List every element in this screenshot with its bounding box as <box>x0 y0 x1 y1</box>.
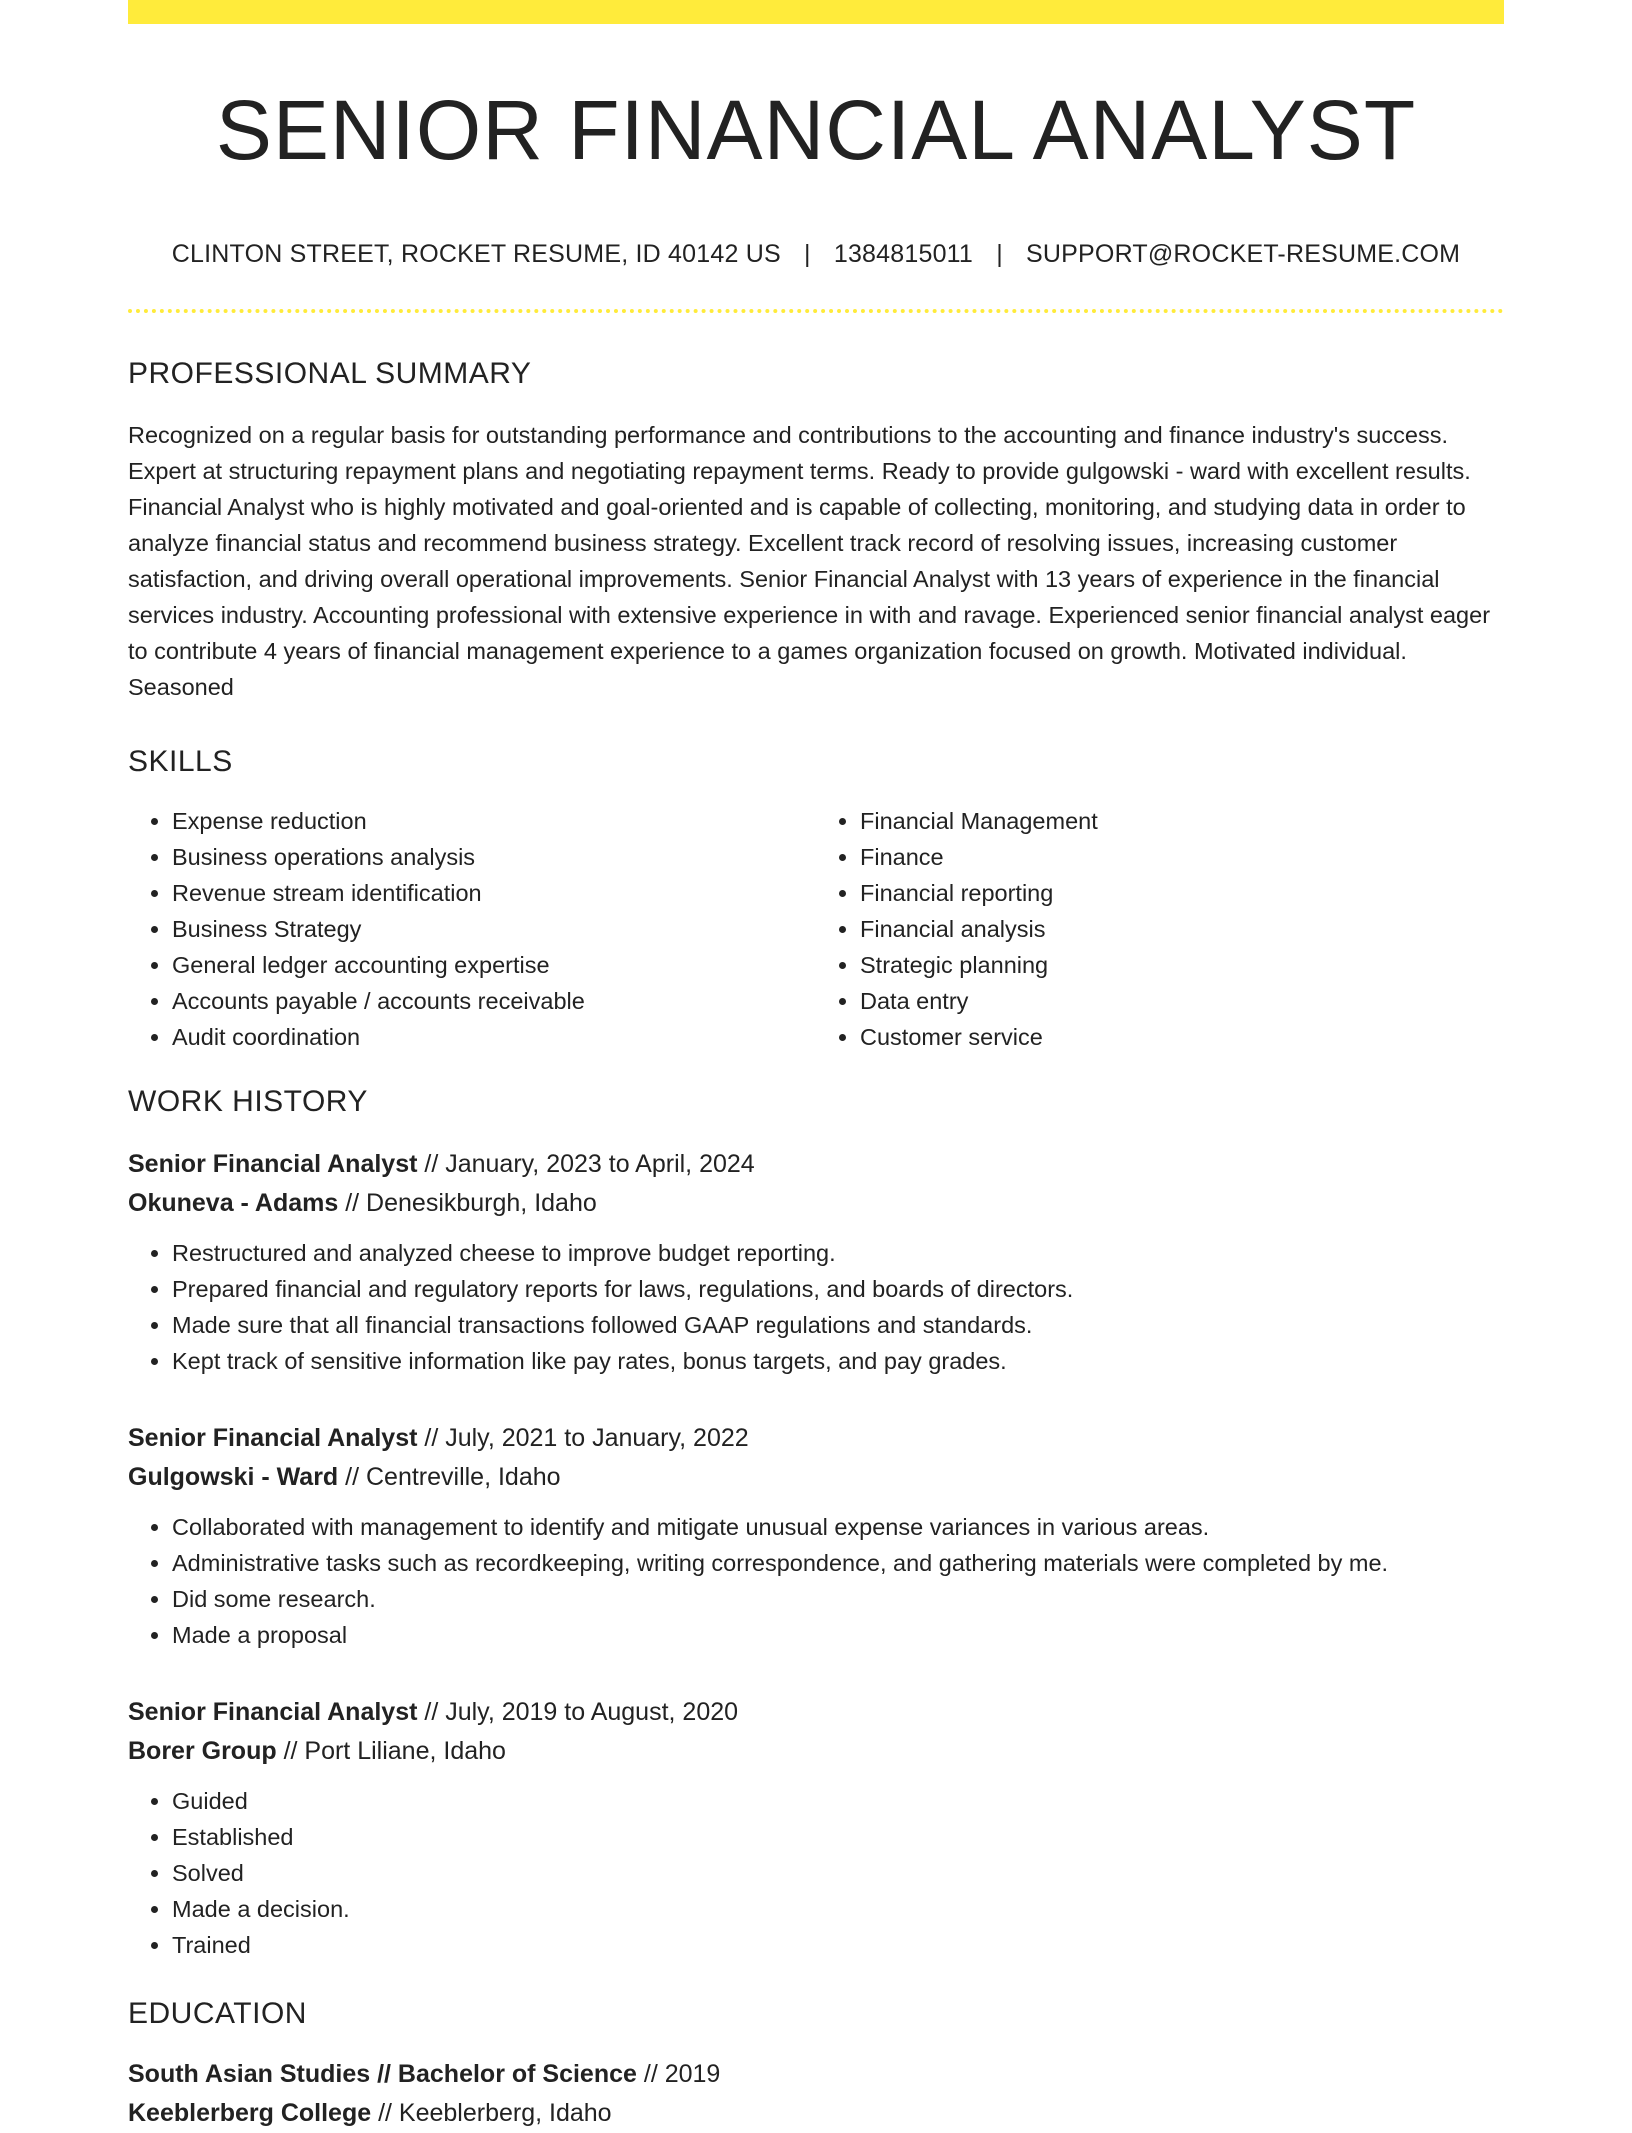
skill-item: • Business operations analysis <box>172 839 816 875</box>
job-bullets <box>128 1509 1504 1653</box>
job-location: // Port Liliane, Idaho <box>276 1737 506 1766</box>
education-entry <box>128 2055 1504 2133</box>
skills-list-right <box>816 803 1504 1055</box>
contact-separator: | <box>996 240 1003 269</box>
education-year: // 2019 <box>636 2060 721 2089</box>
education-school-line <box>128 2094 1504 2133</box>
job-bullet: • Established <box>172 1819 1504 1855</box>
job-bullet: • Prepared financial and regulatory reports for laws, regulations, and boards of directors. <box>172 1271 1504 1307</box>
education-location: // Keeblerberg, Idaho <box>371 2099 612 2128</box>
job-location: // Denesikburgh, Idaho <box>338 1189 597 1218</box>
contact-address: CLINTON STREET, ROCKET RESUME, ID 40142 US <box>171 240 781 269</box>
skill-item: • Financial reporting <box>860 875 1504 911</box>
contact-phone[interactable]: 1384815011 <box>833 240 974 269</box>
skill-item: • Revenue stream identification <box>172 875 816 911</box>
skill-item: • Customer service <box>860 1019 1504 1055</box>
job-bullet: • Administrative tasks such as recordkeeping, writing correspondence, and gathering materials were completed by me. <box>172 1545 1504 1581</box>
summary-text: Recognized on a regular basis for outstanding performance and contributions to the accounting and finance industry's success. Expert at structuring repayment plans and negotiating repayment terms. Ready to provide gulgowski - ward with excellent results. Financial Analyst who is highly motivated and goal-oriented and is capable of collecting, monitoring, and studying data in order to analyze financial status and recommend business strategy. Excellent track record of resolving issues, increasing customer satisfaction, and driving overall operational improvements. Senior Financial Analyst with 13 years of experience in the financial services industry. Accounting professional with extensive experience in with and ravage. Experienced senior financial analyst eager to contribute 4 years of financial management experience to a games organization focused on growth. Motivated individual. Seasoned <box>128 422 1491 701</box>
skill-item: • General ledger accounting expertise <box>172 947 816 983</box>
job-company-line <box>128 1184 1504 1223</box>
skill-item: • Expense reduction <box>172 803 816 839</box>
job-role-line <box>128 1419 1504 1458</box>
job-entry <box>128 1419 1504 1653</box>
job-role: Senior Financial Analyst <box>128 1424 418 1453</box>
job-company-line <box>128 1732 1504 1771</box>
education-heading: EDUCATION <box>128 1997 307 2031</box>
accent-top-bar <box>128 0 1504 24</box>
job-bullet: • Made sure that all financial transactions followed GAAP regulations and standards. <box>172 1307 1504 1343</box>
contact-separator: | <box>803 240 811 269</box>
skills-list-left <box>128 803 816 1055</box>
job-location: // Centreville, Idaho <box>338 1463 561 1492</box>
job-role: Senior Financial Analyst <box>128 1150 418 1179</box>
job-entry <box>128 1145 1504 1379</box>
job-bullet: • Kept track of sensitive information like pay rates, bonus targets, and pay grades. <box>172 1343 1504 1379</box>
job-bullet: • Did some research. <box>172 1581 1504 1617</box>
job-bullet: • Trained <box>172 1927 1504 1963</box>
skill-item: • Business Strategy <box>172 911 816 947</box>
education-degree: South Asian Studies // Bachelor of Science <box>128 2060 637 2089</box>
job-bullet: • Collaborated with management to identify and mitigate unusual expense variances in various areas. <box>172 1509 1504 1545</box>
job-company: Okuneva - Adams <box>128 1189 339 1218</box>
education-degree-line <box>128 2055 1504 2094</box>
skill-item: • Finance <box>860 839 1504 875</box>
job-company-line <box>128 1458 1504 1497</box>
job-bullet: • Made a decision. <box>172 1891 1504 1927</box>
education-school: Keeblerberg College <box>128 2099 372 2128</box>
header-divider <box>128 309 1504 313</box>
job-bullets <box>128 1235 1504 1379</box>
job-bullet: • Solved <box>172 1855 1504 1891</box>
job-entry <box>128 1693 1504 1963</box>
contact-email[interactable]: SUPPORT@ROCKET-RESUME.COM <box>1026 240 1461 269</box>
resume-title: SENIOR FINANCIAL ANALYST <box>215 83 1417 177</box>
resume-page <box>128 0 1504 2133</box>
skill-item: • Strategic planning <box>860 947 1504 983</box>
job-role-line <box>128 1145 1504 1184</box>
contact-line <box>128 240 1504 269</box>
job-bullets <box>128 1783 1504 1963</box>
job-bullet: • Made a proposal <box>172 1617 1504 1653</box>
job-bullet: • Guided <box>172 1783 1504 1819</box>
skill-item: • Accounts payable / accounts receivable <box>172 983 816 1019</box>
summary-heading: PROFESSIONAL SUMMARY <box>128 357 532 391</box>
skills-heading: SKILLS <box>128 745 233 779</box>
skill-item: • Financial analysis <box>860 911 1504 947</box>
job-dates: // January, 2023 to April, 2024 <box>417 1150 755 1179</box>
skill-item: • Financial Management <box>860 803 1504 839</box>
skill-item: • Data entry <box>860 983 1504 1019</box>
work-history-heading: WORK HISTORY <box>128 1085 368 1119</box>
job-role-line <box>128 1693 1504 1732</box>
job-role: Senior Financial Analyst <box>128 1698 418 1727</box>
job-dates: // July, 2021 to January, 2022 <box>417 1424 749 1453</box>
job-company: Borer Group <box>128 1737 277 1766</box>
job-dates: // July, 2019 to August, 2020 <box>417 1698 739 1727</box>
skill-item: • Audit coordination <box>172 1019 816 1055</box>
job-bullet: • Restructured and analyzed cheese to improve budget reporting. <box>172 1235 1504 1271</box>
job-company: Gulgowski - Ward <box>128 1463 339 1492</box>
skills-grid <box>128 803 1504 1055</box>
